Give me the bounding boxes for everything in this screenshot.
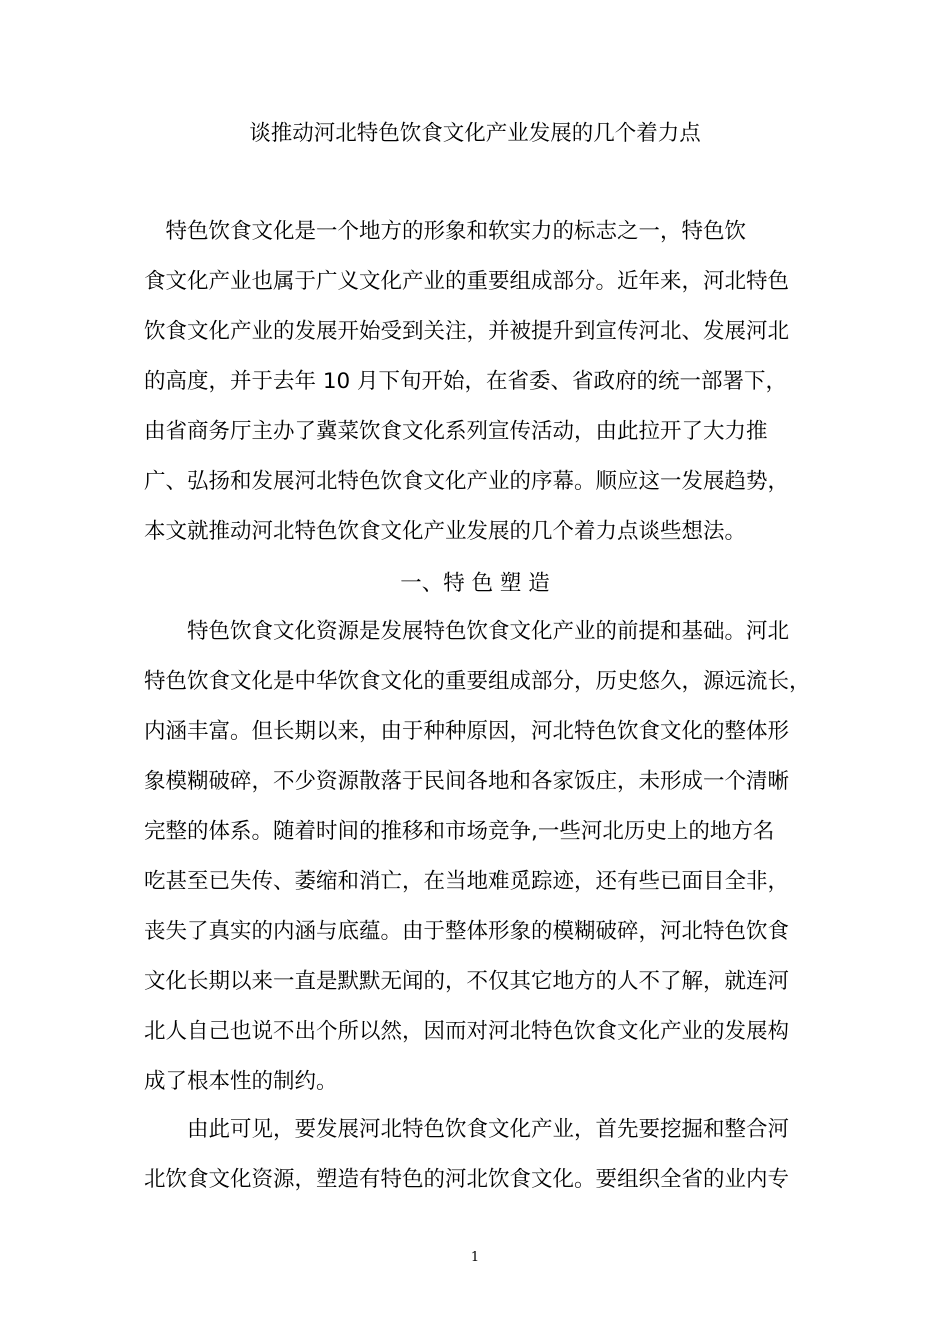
text-line: 内涵丰富。但长期以来，由于种种原因，河北特色饮食文化的整体形 (144, 719, 790, 744)
section-heading: 一、特 色 塑 造 (400, 571, 550, 596)
text-line: 食文化产业也属于广义文化产业的重要组成部分。近年来，河北特色 (144, 269, 790, 294)
paragraph-conclusion (144, 1105, 814, 1205)
text-line: 特色饮食文化是一个地方的形象和软实力的标志之一，特色饮 (144, 219, 747, 244)
text-line: 象模糊破碎，不少资源散落于民间各地和各家饭庄，未形成一个清晰 (144, 769, 790, 794)
text-line: 文化长期以来一直是默默无闻的，不仅其它地方的人不了解，就连河 (144, 969, 790, 994)
text-line: 本文就推动河北特色饮食文化产业发展的几个着力点谈些想法。 (144, 519, 747, 544)
text-line: 由省商务厅主办了冀菜饮食文化系列宣传活动，由此拉开了大力推 (144, 419, 768, 444)
text-line: 特色饮食文化资源是发展特色饮食文化产业的前提和基础。河北 (144, 619, 790, 644)
paragraph-section-1 (144, 607, 814, 1107)
text-line: 广、弘扬和发展河北特色饮食文化产业的序幕。顺应这一发展趋势， (144, 469, 790, 494)
text-line: 北人自己也说不出个所以然，因而对河北特色饮食文化产业的发展构 (144, 1019, 790, 1044)
text-line: 由此可见，要发展河北特色饮食文化产业，首先要挖掘和整合河 (144, 1117, 790, 1142)
text-line: 成了根本性的制约。 (144, 1069, 338, 1094)
text-line: 完整的体系。随着时间的推移和市场竞争,一些河北历史上的地方名 (144, 819, 775, 844)
text-line: 吃甚至已失传、萎缩和消亡，在当地难觅踪迹，还有些已面目全非， (144, 869, 790, 894)
document-title: 谈推动河北特色饮食文化产业发展的几个着力点 (249, 121, 701, 146)
text-line: 饮食文化产业的发展开始受到关注，并被提升到宣传河北、发展河北 (144, 319, 790, 344)
paragraph-intro (144, 207, 814, 557)
page-number: 1 (470, 1250, 480, 1265)
text-line: 的高度，并于去年 10 月下旬开始，在省委、省政府的统一部署下， (144, 369, 788, 394)
text-line: 特色饮食文化是中华饮食文化的重要组成部分，历史悠久，源远流长， (144, 669, 811, 694)
text-line: 丧失了真实的内涵与底蕴。由于整体形象的模糊破碎，河北特色饮食 (144, 919, 790, 944)
text-line: 北饮食文化资源，塑造有特色的河北饮食文化。要组织全省的业内专 (144, 1167, 790, 1192)
